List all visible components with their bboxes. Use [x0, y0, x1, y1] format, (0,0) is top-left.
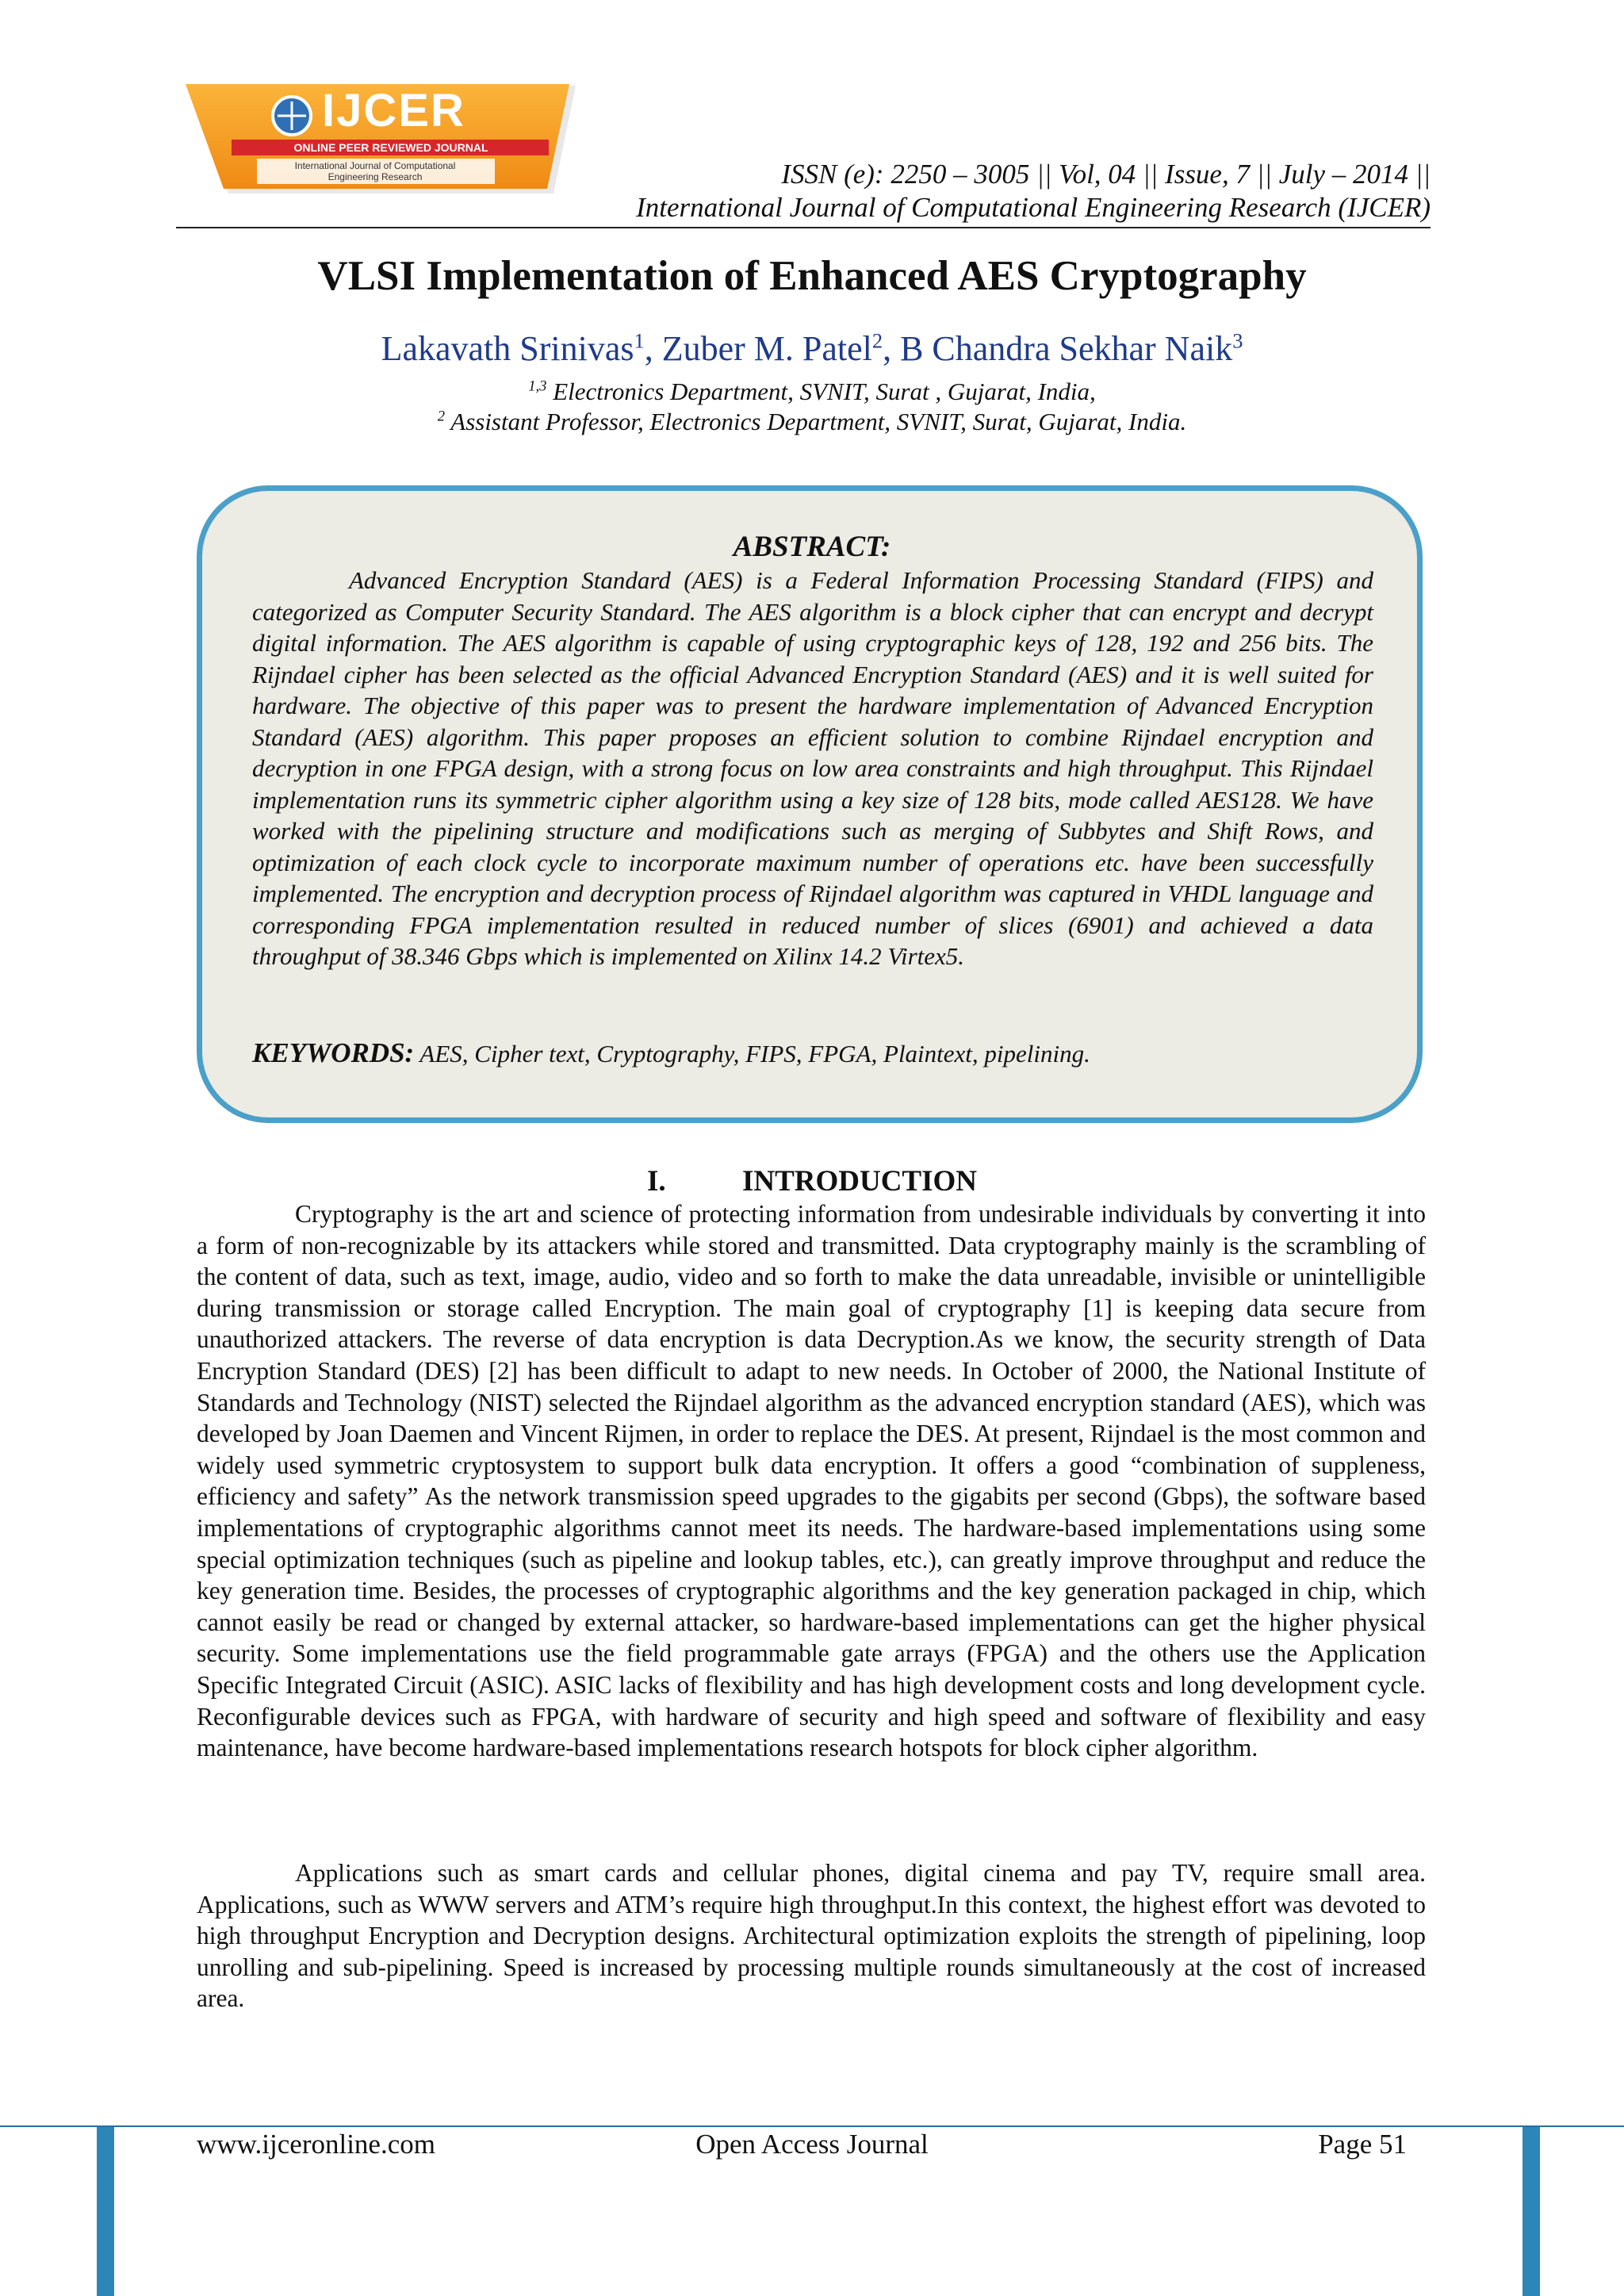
- footer-url: www.ijceronline.com: [197, 2129, 435, 2160]
- keywords: [252, 1037, 1373, 1069]
- body-paragraph: Cryptography is the art and science of protecting information from undesirable individuals by converting it into a form of non-recognizable by its attackers while stored and transmitted. Data cryptography mainly is the scrambling of the content of data, such as text, image, audio, video and so forth to make the data unreadable, invisible or unintelligible during transmission or storage called Encryption. The main goal of cryptography [1] is keeping data secure from unauthorized attackers. The reverse of data encryption is data Decryption.As we know, the security strength of Data Encryption Standard (DES) [2] has been difficult to adapt to new needs. In October of 2000, the National Institute of Standards and Technology (NIST) selected the Rijndael algorithm as the advanced encryption standard (AES), which was developed by Joan Daemen and Vincent Rijmen, in order to replace the DES. At present, Rijndael is the most common and widely used symmetric cryptosystem to support bulk data encryption. It offers a good “combination of suppleness, efficiency and safety” As the network transmission speed upgrades to the gigabits per second (Gbps), the software based implementations of cryptographic algorithms cannot meet its needs. The hardware-based implementations using some special optimization techniques (such as pipeline and lookup tables, etc.), can greatly improve throughput and reduce the key generation time. Besides, the processes of cryptographic algorithms and the key generation packaged in chip, which cannot easily be read or changed by external attacker, so hardware-based implementations can get the higher physical security. Some implementations use the field programmable gate arrays (FPGA) and the others use the Application Specific Integrated Circuit (ASIC). ASIC lacks of flexibility and has high development costs and long development cycle. Reconfigurable devices such as FPGA, with hardware of security and high speed and software of flexibility and easy maintenance, have become hardware-based implementations research hotspots for block cipher algorithm.: [197, 1200, 1426, 1762]
- affiliation-sup: 1,3: [528, 378, 547, 395]
- affiliation-text: Electronics Department, SVNIT, Surat , Gujarat, India,: [546, 378, 1096, 405]
- logo-wordmark: IJCER: [322, 85, 465, 136]
- keywords-label: KEYWORDS:: [252, 1037, 415, 1068]
- footer-rule: [0, 2125, 1624, 2127]
- journal-logo: [181, 84, 577, 195]
- body-paragraph: Applications such as smart cards and cellular phones, digital cinema and pay TV, require small area. Applications, such as WWW servers and ATM’s require high throughput.In this context, the highest effort was devoted to high throughput Encryption and Decryption designs. Architectural optimization exploits the strength of pipelining, loop unrolling and sub-pipelining. Speed is increased by processing multiple rounds simultaneously at the cost of increased area.: [197, 1859, 1426, 2013]
- section-heading: [0, 1164, 1624, 1198]
- affiliation-sup: 2: [437, 408, 446, 425]
- page-number: Page 51: [1318, 2129, 1407, 2160]
- author-name: Zuber M. Patel: [661, 329, 872, 368]
- footer-center-text: Open Access Journal: [695, 2129, 929, 2160]
- affiliation: [0, 408, 1624, 436]
- author-name: B Chandra Sekhar Naik: [900, 329, 1233, 368]
- journal-issue-line: ISSN (e): 2250 – 3005 || Vol, 04 || Issue, 7 || July – 2014 ||: [781, 159, 1431, 190]
- abstract-heading: ABSTRACT:: [733, 531, 891, 563]
- logo-subline-1: International Journal of Computational: [294, 160, 456, 171]
- affiliation: [0, 378, 1624, 406]
- affiliation-text: Assistant Professor, Electronics Department, SVNIT, Surat, Gujarat, India.: [445, 408, 1187, 435]
- logo-subline-2: Engineering Research: [327, 171, 423, 182]
- paper-title: VLSI Implementation of Enhanced AES Cryptography: [317, 253, 1307, 299]
- section-number: I.: [646, 1165, 666, 1198]
- author-list: Lakavath Srinivas$^1$, Zuber M. Patel$^2$, B Chandra Sekhar Naik$^3$: [381, 328, 1243, 368]
- abstract-text: Advanced Encryption Standard (AES) is a Federal Information Processing Standard (FIPS) and categorized as Computer Security Standard. The AES algorithm is a block cipher that can encrypt and decrypt digital information. The AES algorithm is capable of using cryptographic keys of 128, 192 and 256 bits. The Rijndael cipher has been selected as the official Advanced Encryption Standard (AES) and it is well suited for hardware. The objective of this paper was to present the hardware implementation of Advanced Encryption Standard (AES) algorithm. This paper proposes an efficient solution to combine Rijndael encryption and decryption in one FPGA design, with a strong focus on low area constraints and high throughput. This Rijndael implementation runs its symmetric cipher algorithm using a key size of 128 bits, mode called AES128. We have worked with the pipelining structure and modifications such as merging of Subbytes and Shift Rows, and optimization of each clock cycle to incorporate maximum number of operations etc. have been successfully implemented. The encryption and decryption process of Rijndael algorithm was captured in VHDL language and corresponding FPGA implementation resulted in reduced number of slices (6901) and achieved a data throughput of 38.346 Gbps which is implemented on Xilinx 14.2 Virtex5.: [252, 566, 1373, 970]
- author-sup: 2: [871, 328, 883, 353]
- author-name: Lakavath Srinivas: [381, 329, 634, 368]
- section-title: INTRODUCTION: [741, 1165, 978, 1198]
- header-rule: [176, 227, 1431, 228]
- author-sup: 1: [634, 328, 645, 353]
- keywords-list: AES, Cipher text, Cryptography, FIPS, FPGA, Plaintext, pipelining.: [414, 1040, 1090, 1068]
- journal-name-line: International Journal of Computational Engineering Research (IJCER): [636, 192, 1431, 223]
- logo-tagline: ONLINE PEER REVIEWED JOURNAL: [293, 141, 488, 154]
- author-sup: 3: [1232, 328, 1243, 353]
